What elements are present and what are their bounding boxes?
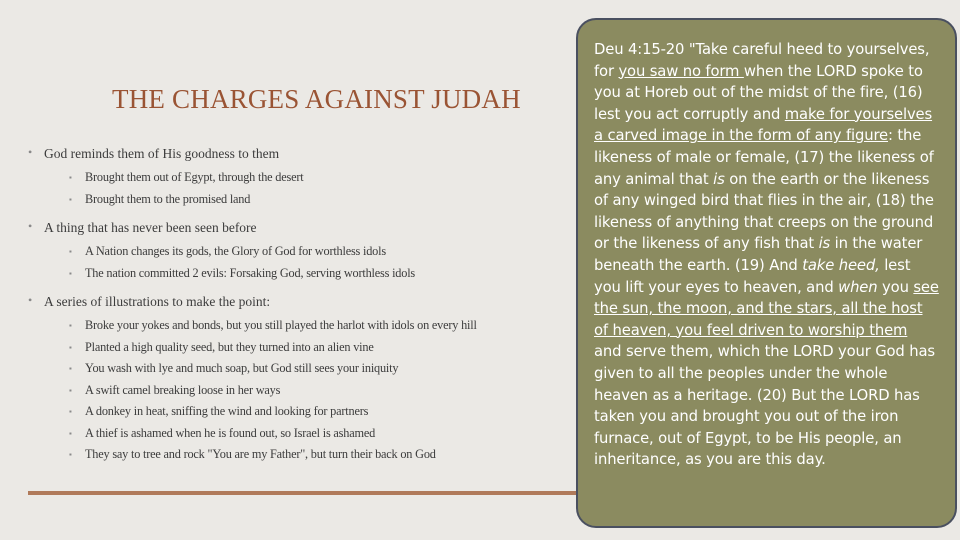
bullet-item — [28, 293, 576, 466]
scripture-segment: you saw no form — [618, 62, 744, 80]
scripture-segment: when — [838, 278, 878, 296]
scripture-segment: and serve them, which the LORD your God has given to all the peoples under the whole heaven as a heritage. (20) But the LORD has taken you and brought you out of the iron furnace, out of Egypt, to be His people, an inheritance, as you are this day. — [594, 343, 935, 469]
scripture-segment: is — [713, 170, 725, 188]
scripture-segment: on the earth or the likeness of any winged bird that flies in the air, (18) the likeness of anything that creeps on the ground or the likeness of any fish that — [594, 170, 934, 253]
sub-bullet-item: ▪ Brought them to the promised land — [69, 189, 576, 211]
scripture-segment: you — [877, 278, 914, 296]
scripture-segment: Deu 4:15-20 "Take careful heed to yourselves, for — [594, 41, 930, 80]
sub-bullet-item: ▪ The nation committed 2 evils: Forsaking God, serving worthless idols — [69, 263, 576, 285]
sub-bullet-item: ▪ You wash with lye and much soap, but God still sees your iniquity — [69, 358, 576, 380]
slide-title: THE CHARGES AGAINST JUDAH — [112, 84, 521, 114]
sub-bullet-list — [44, 315, 576, 466]
sub-bullet-item: ▪ A thief is ashamed when he is found out, so Israel is ashamed — [69, 423, 576, 445]
sub-bullet-item: ▪ Broke your yokes and bonds, but you still played the harlot with idols on every hill — [69, 315, 576, 337]
bullet-text: A series of illustrations to make the point: — [44, 294, 271, 309]
sub-bullet-item: ▪ They say to tree and rock "You are my Father", but turn their back on God — [69, 444, 576, 466]
sub-bullet-list — [44, 167, 576, 210]
sub-bullet-item: ▪ Brought them out of Egypt, through the desert — [69, 167, 576, 189]
sub-bullet-item: ▪ Planted a high quality seed, but they turned into an alien vine — [69, 337, 576, 359]
bullet-list — [28, 145, 576, 466]
scripture-segment: lest you lift your eyes to heaven, and — [594, 256, 911, 296]
bottom-divider — [28, 491, 588, 495]
scripture-segment: take heed, — [802, 256, 880, 274]
scripture-segment: is — [818, 235, 831, 253]
scripture-segment: when the LORD spoke to you at Horeb out of the midst of the fire, (16) lest you act corruptly and — [594, 62, 923, 123]
scripture-segment: make for yourselves a carved image in the form of any figure — [594, 105, 933, 145]
sub-bullet-list — [44, 241, 576, 284]
sub-bullet-item: ▪ A donkey in heat, sniffing the wind and looking for partners — [69, 401, 576, 423]
sub-bullet-item: ▪ A swift camel breaking loose in her ways — [69, 380, 576, 402]
bullet-item — [28, 219, 576, 284]
bullet-text: A thing that has never been seen before — [44, 220, 257, 235]
scripture-segment: : the likeness of male or female, (17) the likeness of any animal that — [594, 127, 934, 188]
scripture-segment: in the water beneath the earth. (19) And — [594, 235, 923, 274]
sub-bullet-item: ▪ A Nation changes its gods, the Glory of God for worthless idols — [69, 241, 576, 263]
bullet-text: God reminds them of His goodness to them — [44, 146, 280, 161]
scripture-panel — [576, 18, 957, 528]
scripture-segment: see the sun, the moon, and the stars, all the host of heaven, you feel driven to worship them — [594, 278, 939, 339]
bullet-item — [28, 145, 576, 210]
